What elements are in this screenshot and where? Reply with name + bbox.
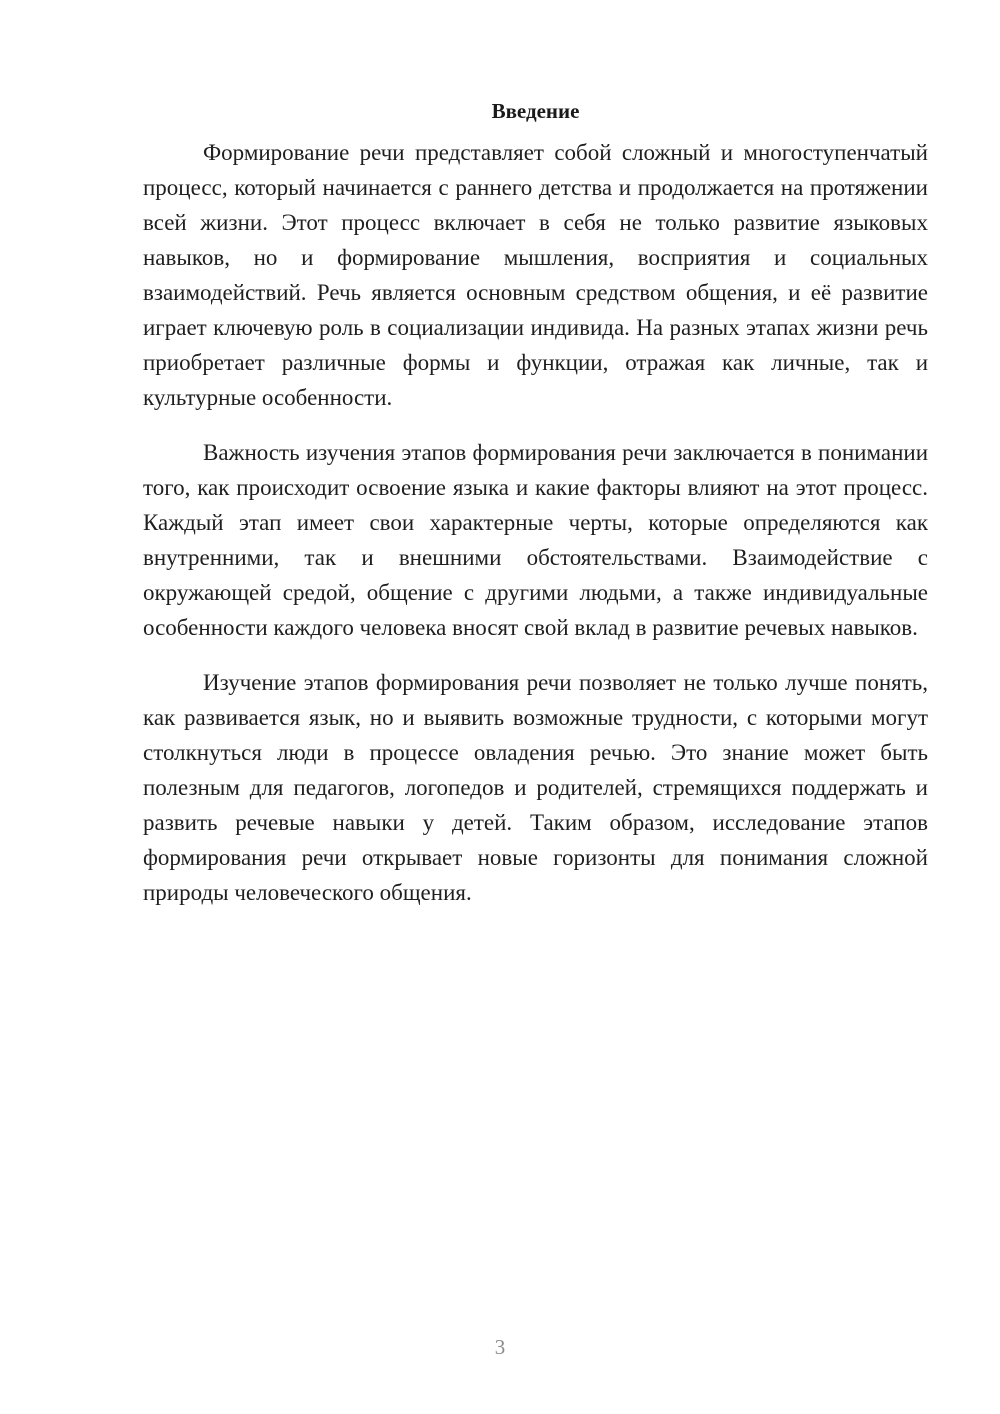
page-number: 3 [494,1335,506,1359]
paragraph-2: Важность изучения этапов формирования речи заключается в понимании того, как происходит освоение языка и какие факторы влияют на этот процесс. Каждый этап имеет свои характерные черты, которые определяются как внутренними, так и внешними обстоятельствами. Взаимодействие с окружающей средой, общение с другими людьми, а также индивидуальные особенности каждого человека вносят свой вклад в развитие речевых навыков. [143,440,928,640]
section-heading: Введение [491,99,580,123]
paragraph-3: Изучение этапов формирования речи позволяет не только лучше понять, как развивается язык, но и выявить возможные трудности, с которыми могут столкнуться люди в процессе овладения речью. Это знание может быть полезным для педагогов, логопедов и родителей, стремящихся поддержать и развить речевые навыки у детей. Таким образом, исследование этапов формирования речи открывает новые горизонты для понимания сложной природы человеческого общения. [143,670,928,905]
page-content [143,95,928,930]
paragraph-1: Формирование речи представляет собой сложный и многоступенчатый процесс, который начинается с раннего детства и продолжается на протяжении всей жизни. Этот процесс включает в себя не только развитие языковых навыков, но и формирование мышления, восприятия и социальных взаимодействий. Речь является основным средством общения, и её развитие играет ключевую роль в социализации индивида. На разных этапах жизни речь приобретает различные формы и функции, отражая как личные, так и культурные особенности. [143,140,928,410]
